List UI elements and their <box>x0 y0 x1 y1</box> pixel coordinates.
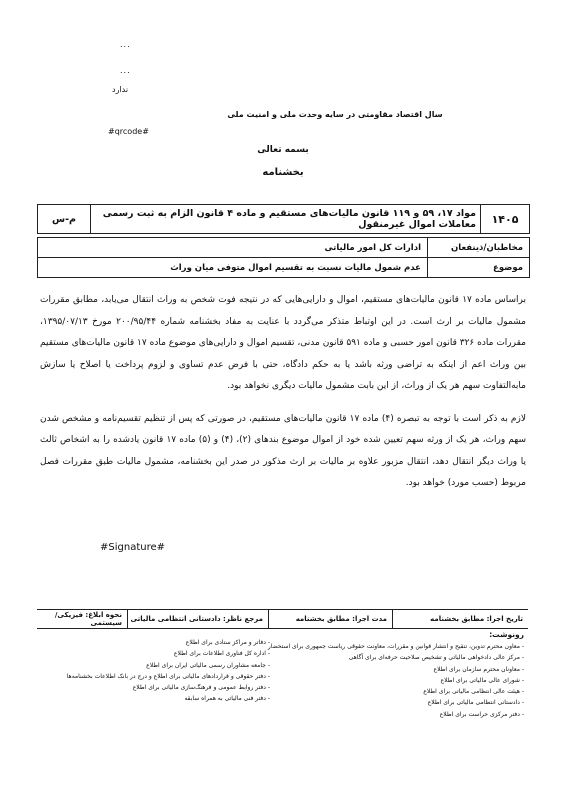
body-paragraph-2: لازم به ذکر است با توجه به تبصره (۴) ماده ۱۷ قانون مالیات‌های مستقیم، در صورتی که پس از تنظیم تقسیم‌نامه و مشخص شدن سهم وراث، هر یک از ورثه سهم تعیین شده خود از اموال موضوع بندهای (۲)، (۴) و (۵) ماده ۱۷ قانون یادشده را به اشخاص ثالث یا وراث دیگر انتقال دهد، انتقال مزبور علاوه بر مالیات بر ارث مذکور در صدر این بخشنامه، مشمول مالیات طبق مقررات فصل مربوط (حسب مورد) خواهد بود. <box>40 413 526 488</box>
list-item: - دادستانی انتظامی مالیاتی برای اطلاع <box>427 699 524 707</box>
supervising-authority: مرجع ناظر: دادستانی انتظامی مالیاتی <box>128 610 269 628</box>
circular-number: ۱۴۰۵ <box>480 205 529 233</box>
footer-table <box>37 609 528 629</box>
year-slogan: سال اقتصاد مقاومتی در سایه وحدت ملی و امنیت ملی <box>227 110 443 119</box>
copies-title: رونوشت: <box>489 630 524 639</box>
circular-body <box>40 290 526 506</box>
list-item: - دفتر فنی مالیاتی به همراه سابقه <box>184 695 270 703</box>
execution-date: تاریخ اجرا: مطابق بخشنامه <box>430 615 523 623</box>
topic-label: موضوع <box>427 258 529 277</box>
body-paragraph-1: براساس ماده ۱۷ قانون مالیات‌های مستقیم، اموال و دارایی‌هایی که در نتیجه فوت شخص به وراث انتقال می‌یابد، مطابق مقررات مشمول مالیات بر ارث است. در این اوتباط متذکر می‌گردد با عنایت به مفاد بخشنامه شماره ۲۰۰/۹۵/۴۴ مورخ ۱۳۹۵/۰۷/۱۳، مقررات ماده ۳۲۶ قانون امور حسبی و ماده ۵۹۱ قانون مدنی، تقسیم اموال و دارایی‌های موضوع ماده ۱۷ قانون مالیات‌های مستقیم بین وراث اعم از اینکه به تراضی ورثه باشد یا به حکم دادگاه، حتی با فرض عدم تساوی و لزوم پرداخت یا اصلاح یا سازش مابه‌التفاوت سهم هر یک از وراث، از این بابت مشمول مالیات دیگری نخواهد بود. <box>40 295 527 391</box>
list-item: - معاون محترم تدوین، تنقیح و انتشار قوانین و مقررات، معاونت حقوقی ریاست جمهوری برای استحضار <box>267 643 524 650</box>
list-item: - معاونان محترم سازمان برای اطلاع <box>433 665 524 673</box>
list-item: - اداره کل فناوری اطلاعات برای اطلاع <box>173 650 270 658</box>
list-item: - شورای عالی مالیاتی برای اطلاع <box>440 676 524 684</box>
list-item: - دفتر مرکزی حراست برای اطلاع <box>439 710 524 718</box>
reference-dots-1: ... <box>120 40 131 49</box>
execution-period: مدت اجرا: مطابق بخشنامه <box>269 610 393 628</box>
circular-subject: مواد ۱۷، ۵۹ و ۱۱۹ قانون مالیات‌های مستقیم و ماده ۴ قانون الزام به ثبت رسمی معاملات اموال غیرمنقول <box>90 205 480 233</box>
basmala: بسمه تعالی <box>257 145 309 155</box>
copies-list-left <box>66 637 270 705</box>
list-item: - هیئت عالی انتظامی مالیاتی برای اطلاع <box>423 688 524 696</box>
document-type: بخشنامه <box>262 167 304 178</box>
list-item: - دفاتر و مراکز ستادی برای اطلاع <box>185 639 270 646</box>
attachment-value: ندارد <box>112 85 129 94</box>
qrcode-placeholder: #qrcode# <box>108 127 149 136</box>
meta-table <box>37 237 530 278</box>
signature-placeholder: #Signature# <box>100 542 165 553</box>
list-item: - جامعه مشاوران رسمی مالیاتی ایران برای اطلاع <box>146 661 270 669</box>
audience-value: ادارات کل امور مالیاتی <box>324 242 421 253</box>
list-item: - دفتر روابط عمومی و فرهنگ‌سازی مالیاتی برای اطلاع <box>132 684 270 692</box>
list-item: - دفتر حقوقی و قراردادهای مالیاتی برای اطلاع و درج در بانک اطلاعات بخشنامه‌ها <box>66 672 270 680</box>
circular-code: م-س <box>52 213 77 225</box>
topic-value: عدم شمول مالیات نسبت به تقسیم اموال متوفی میان وراث <box>170 262 421 273</box>
header-table <box>37 204 530 234</box>
copies-list-right <box>267 641 524 720</box>
delivery-method: نحوه ابلاغ: فیزیکی/سیستمی <box>37 610 128 628</box>
reference-dots-2: ... <box>120 66 131 75</box>
list-item: - مرکز عالی دادخواهی مالیاتی و تشخیص صلاحیت حرفه‌ای برای آگاهی <box>348 654 524 662</box>
audience-label: مخاطبان/ذینفعان <box>427 238 529 257</box>
